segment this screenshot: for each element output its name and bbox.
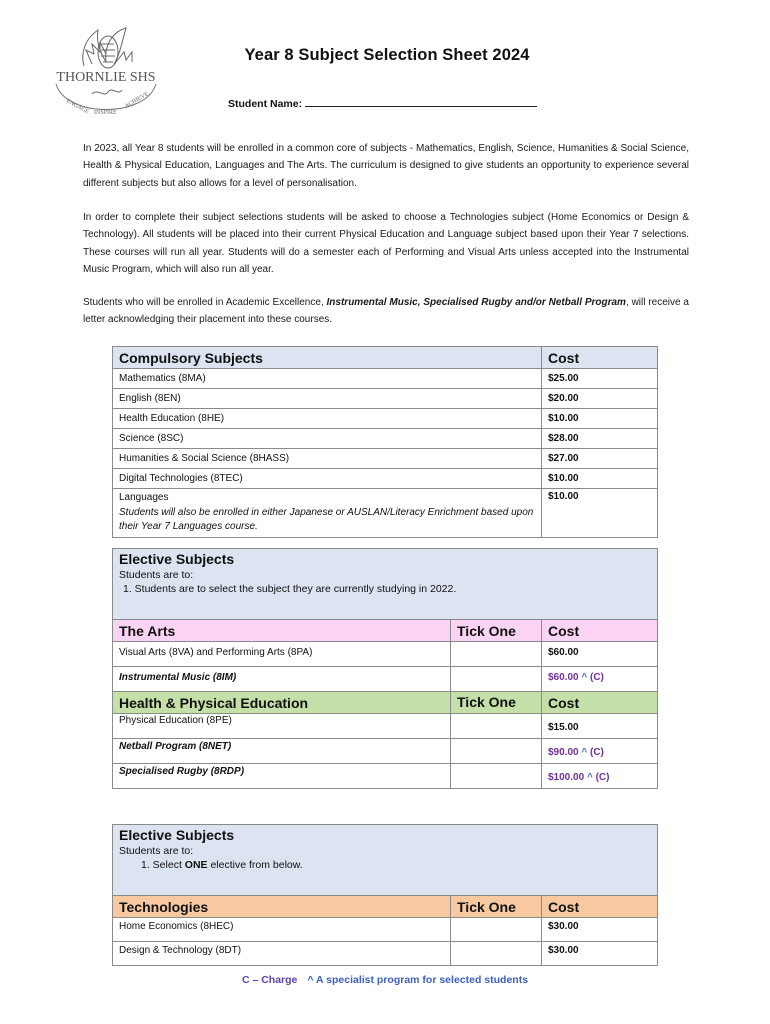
cost-heading: Cost	[542, 347, 658, 369]
languages-cell	[113, 489, 542, 538]
arts-heading: The Arts	[113, 620, 451, 642]
p3-text-start: Students who will be enrolled in Academic Excellence,	[83, 297, 324, 308]
p3-programs: Instrumental Music, Specialised Rugby and/or Netball Program	[326, 297, 626, 308]
technologies-heading: Technologies	[113, 896, 451, 918]
table-row	[113, 389, 658, 409]
table-row	[113, 667, 658, 692]
page-title: Year 8 Subject Selection Sheet 2024	[244, 46, 530, 64]
subject-cell: Health Education (8HE)	[113, 409, 542, 429]
intro-paragraph-3	[83, 294, 689, 329]
table-row	[113, 409, 658, 429]
subject-cell: Science (8SC)	[113, 429, 542, 449]
table-row	[113, 918, 658, 942]
intro-paragraph-1: In 2023, all Year 8 students will be enrolled in a common core of subjects - Mathematics, English, Science, Humanities & Social Science, Health & Physical Education, Languages and The Arts. The curriculum is designed to give students an opportunity to experience several different subjects but also allows for a level of personalisation.	[83, 143, 689, 189]
compulsory-heading: Compulsory Subjects	[113, 347, 542, 369]
svg-text:ACHIEVE: ACHIEVE	[124, 91, 150, 110]
elective-instructions: Students are to:	[119, 845, 194, 857]
table-row	[113, 642, 658, 667]
table-row-languages	[113, 489, 658, 538]
student-name-line[interactable]	[305, 97, 537, 107]
subject-cell: Home Economics (8HEC)	[113, 918, 451, 942]
tick-box[interactable]	[451, 942, 542, 966]
tick-box[interactable]	[451, 739, 542, 764]
hpe-heading: Health & Physical Education	[113, 692, 451, 714]
cost-cell: $60.00 ^ (C)	[542, 667, 658, 692]
tick-one-heading: Tick One	[451, 620, 542, 642]
arts-hpe-table	[112, 619, 658, 789]
table-row	[113, 469, 658, 489]
cost-cell: $28.00	[542, 429, 658, 449]
table-row	[113, 942, 658, 966]
student-name-label: Student Name:	[228, 98, 303, 110]
tick-one-heading: Tick One	[451, 896, 542, 918]
cost-heading: Cost	[542, 620, 658, 642]
cost-cell: $90.00 ^ (C)	[542, 739, 658, 764]
elective-subjects-box-2	[112, 824, 658, 896]
svg-text:INSPIRE: INSPIRE	[94, 110, 117, 116]
table-row	[113, 764, 658, 789]
cost-heading: Cost	[542, 896, 658, 918]
p3-text-end: , will receive a letter acknowledging their placement into these courses.	[83, 297, 689, 326]
tick-one-heading: Tick One	[451, 692, 542, 714]
elective-heading: Elective Subjects	[119, 551, 235, 567]
languages-subject: Languages	[119, 492, 169, 503]
table-row	[113, 714, 658, 739]
languages-note: Students will also be enrolled in either Japanese or AUSLAN/Literacy Enrichment based upon their Year 7 Languages course.	[119, 506, 534, 532]
cost-cell: $15.00	[542, 714, 658, 739]
cost-cell: $30.00	[542, 918, 658, 942]
subject-cell: Humanities & Social Science (8HASS)	[113, 449, 542, 469]
cost-cell: $10.00	[542, 409, 658, 429]
subject-cell: Digital Technologies (8TEC)	[113, 469, 542, 489]
elective-subjects-box-1	[112, 548, 658, 620]
table-row	[113, 449, 658, 469]
elective-instructions: Students are to:	[119, 569, 194, 581]
charge-legend: C – Charge	[241, 974, 298, 986]
specialist-legend: ^ A specialist program for selected students	[307, 974, 529, 986]
subject-cell: Design & Technology (8DT)	[113, 942, 451, 966]
subject-cell: Physical Education (8PE)	[113, 714, 451, 739]
compulsory-subjects-table	[112, 346, 658, 538]
intro-paragraph-2: In order to complete their subject selections students will be asked to choose a Technologies subject (Home Economics or Design & Technology). All students will be placed into their current Physical Education and Language subject based upon their Year 7 selections. These courses will run all year. Students will do a semester each of Performing and Visual Arts unless accepted into the Instrumental Music Program, which will also run all year.	[83, 212, 689, 275]
cost-cell: $10.00	[542, 469, 658, 489]
cost-cell: $20.00	[542, 389, 658, 409]
tick-box[interactable]	[451, 714, 542, 739]
cost-cell: $100.00 ^ (C)	[542, 764, 658, 789]
student-name-field[interactable]	[228, 97, 537, 110]
subject-cell: Specialised Rugby (8RDP)	[113, 764, 451, 789]
table-row	[113, 739, 658, 764]
cost-cell: $10.00	[542, 489, 658, 538]
subject-cell: Mathematics (8MA)	[113, 369, 542, 389]
subject-cell: Netball Program (8NET)	[113, 739, 451, 764]
table-row	[113, 429, 658, 449]
tick-box[interactable]	[451, 667, 542, 692]
elective-heading: Elective Subjects	[119, 827, 235, 843]
subject-cell: English (8EN)	[113, 389, 542, 409]
elective-instruction-item: 1. Students are to select the subject they are currently studying in 2022.	[123, 583, 457, 595]
school-logo	[46, 22, 166, 128]
tick-box[interactable]	[451, 642, 542, 667]
cost-cell: $60.00	[542, 642, 658, 667]
cost-heading: Cost	[542, 692, 658, 714]
cost-cell: $27.00	[542, 449, 658, 469]
cost-cell: $30.00	[542, 942, 658, 966]
elective-instruction-item: 1. Select ONE elective from below.	[141, 859, 303, 871]
table-row	[113, 369, 658, 389]
subject-cell: Instrumental Music (8IM)	[113, 667, 451, 692]
technologies-table	[112, 895, 658, 966]
tick-box[interactable]	[451, 764, 542, 789]
svg-text:THORNLIE SHS: THORNLIE SHS	[56, 70, 156, 85]
tick-box[interactable]	[451, 918, 542, 942]
subject-cell: Visual Arts (8VA) and Performing Arts (8PA)	[113, 642, 451, 667]
footer-legend	[0, 974, 770, 986]
svg-text:ENGAGE: ENGAGE	[65, 98, 90, 116]
cost-cell: $25.00	[542, 369, 658, 389]
